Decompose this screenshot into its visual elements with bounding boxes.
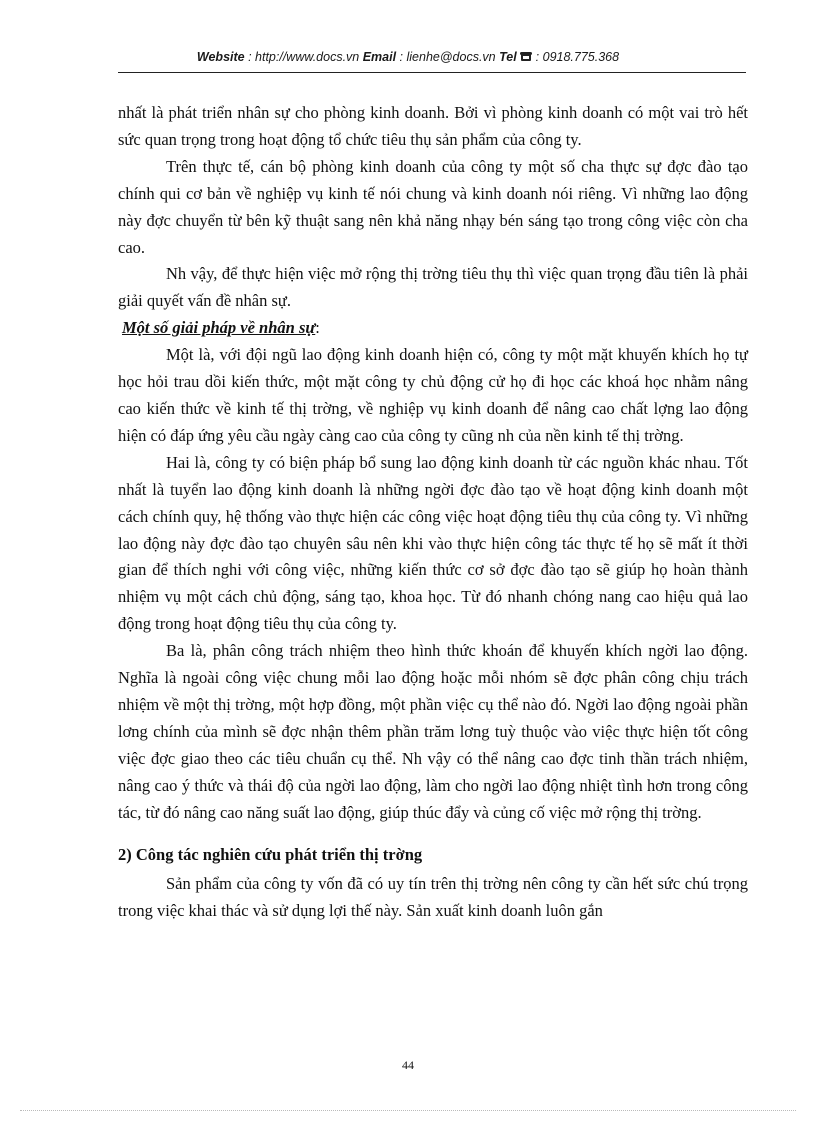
subheading-line bbox=[118, 315, 748, 342]
page-number: 44 bbox=[402, 1058, 414, 1072]
solution-paragraph: Ba là, phân công trách nhiệm theo hình thức khoán để khuyến khích ngời lao động. Nghĩa là ngoài công việc chung mỗi lao động hoặc mỗi nhóm sẽ đợc phân công chịu trách nhiệm về một thị trờng, một hợp đồng, một phần việc cụ thể nào đó. Ngời lao động ngoài phần lơng chính của mình sẽ đợc nhận thêm phần trăm lơng tuỳ thuộc vào việc thực hiện tốt công việc đợc giao theo các tiêu chuẩn cụ thể. Nh vậy có thể nâng cao đợc tinh thần trách nhiệm, nâng cao ý thức và thái độ của ngời lao động, làm cho ngời lao động nhiệt tình hơn trong công tác, từ đó nâng cao năng suất lao động, giúp thúc đẩy và củng cố việc mở rộng thị trờng. bbox=[118, 641, 748, 822]
phone-icon bbox=[520, 50, 532, 64]
paragraph: Nh vậy, để thực hiện việc mở rộng thị trờng tiêu thụ thì việc quan trọng đầu tiên là phải giải quyết vấn đề nhân sự. bbox=[118, 264, 748, 311]
page-bottom-divider bbox=[20, 1110, 796, 1111]
email-label: Email bbox=[362, 50, 397, 64]
header-divider bbox=[118, 72, 746, 73]
section-paragraph: Sản phẩm của công ty vốn đã có uy tín trên thị trờng nên công ty cần hết sức chú trọng trong việc khai thác và sử dụng lợi thế này. Sản xuất kinh doanh luôn gắn bbox=[118, 874, 748, 921]
website-url[interactable]: : http://www.docs.vn bbox=[244, 50, 363, 64]
subheading: Một số giải pháp về nhân sự bbox=[122, 318, 316, 338]
document-body bbox=[118, 100, 748, 925]
page-header bbox=[0, 50, 816, 64]
tel-label: Tel bbox=[499, 50, 517, 64]
solution-paragraph: Hai là, công ty có biện pháp bổ sung lao động kinh doanh từ các nguồn khác nhau. Tốt nhất là tuyển lao động kinh doanh là những ngời đợc đào tạo về hoạt động kinh doanh một cách chính quy, hệ thống vào thực hiện các công việc hoạt động tiêu thụ của công ty. Vì những lao động này đợc đào tạo chuyên sâu nên khi vào thực hiện công tác thực tế họ sẽ mất ít thời gian để thích nghi với công việc, những kiến thức cơ sở đợc đào tạo sẽ giúp họ hoàn thành nhiệm vụ một cách chủ động, sáng tạo, khoa học. Từ đó nhanh chóng nang cao hiệu quả lao động trong hoạt động tiêu thụ của công ty. bbox=[118, 452, 748, 634]
website-label: Website bbox=[196, 50, 245, 64]
solution-paragraph: Một là, với đội ngũ lao động kinh doanh hiện có, công ty một mặt khuyến khích họ tự học hỏi trau dồi kiến thức, một mặt công ty chủ động cử họ đi học các khoá học nhằm nâng cao kiến thức về kinh tế thị trờng, về nghiệp vụ kinh doanh để nâng cao chất lợng lao động hiện có đáp ứng yêu cầu ngày càng cao của công ty cũng nh của nền kinh tế thị trờng. bbox=[118, 345, 748, 445]
email-address[interactable]: : lienhe@docs.vn bbox=[396, 50, 500, 64]
section-title: 2) Công tác nghiên cứu phát triển thị trờng bbox=[118, 845, 423, 865]
tel-number: : 0918.775.368 bbox=[532, 50, 620, 64]
subheading-colon: : bbox=[315, 318, 320, 338]
paragraph-continuation: nhất là phát triển nhân sự cho phòng kinh doanh. Bởi vì phòng kinh doanh có một vai trò hết sức quan trọng trong hoạt động tổ chức tiêu thụ sản phẩm của công ty. bbox=[118, 103, 748, 149]
paragraph: Trên thực tế, cán bộ phòng kinh doanh của công ty một số cha thực sự đợc đào tạo chính qui cơ bản về nghiệp vụ kinh tế nói chung và kinh doanh nói riêng. Vì những lao động này đợc chuyển từ bên kỹ thuật sang nên khả năng nhạy bén sáng tạo trong công việc còn cha cao. bbox=[118, 156, 748, 257]
